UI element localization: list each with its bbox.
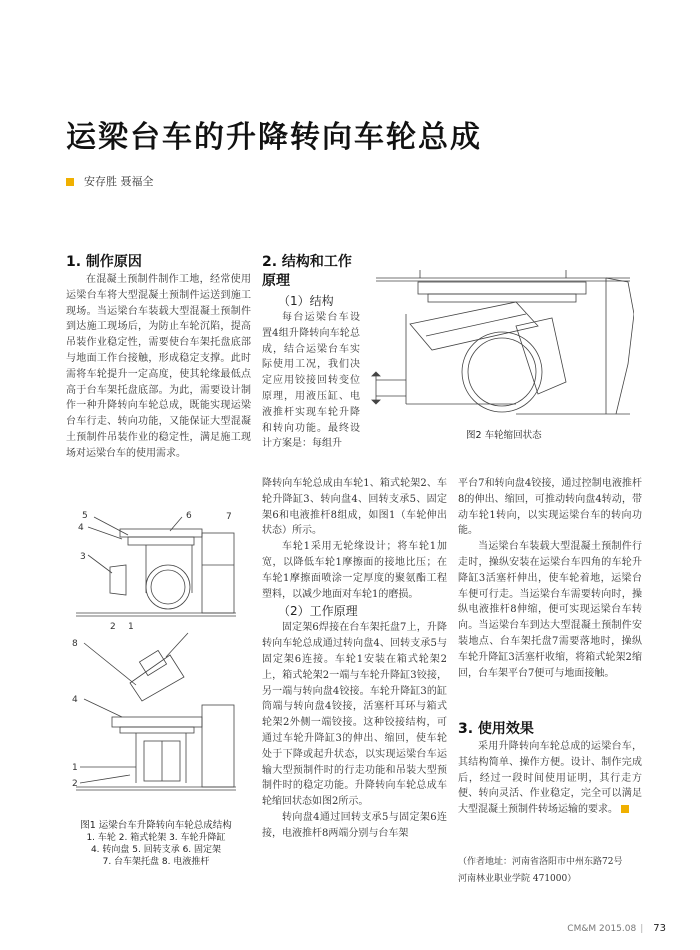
figure-1-caption — [66, 820, 246, 868]
fig2-fixed-frame — [606, 278, 634, 414]
subsection-principle-heading: （2）工作原理 — [278, 604, 358, 619]
section-2-top — [262, 253, 360, 452]
section-3-heading: 3. 使用效果 — [458, 721, 534, 737]
fig1-wheel-inner — [151, 570, 185, 604]
section-2-heading-line-2: 原理 — [262, 273, 290, 289]
accent-square-icon — [66, 178, 74, 186]
figure-1-caption-title: 图1 运梁台车升降转向车轮总成结构 — [80, 820, 232, 831]
section-3 — [458, 720, 642, 818]
author-address — [458, 854, 658, 888]
section-2-heading-line-1: 2. 结构和工作 — [262, 254, 352, 270]
figure-2-drawing — [366, 254, 634, 422]
fig2-wheel — [462, 332, 542, 412]
fig1-label-7: 7 — [226, 512, 232, 522]
fig1-wheel — [146, 565, 190, 609]
fig1-bearing — [128, 537, 194, 545]
structure-paragraph-continued: 降转向车轮总成由车轮1、箱式轮架2、车轮升降缸3、转向盘4、回转支承5、固定架6和电液推杆8组成，如图1（车轮伸出状态）所示。 — [262, 478, 447, 537]
operation-paragraph: 当运梁台车装载大型混凝土预制件行走时，操纵安装在运梁台车四角的车轮升降缸3活塞杆伸出，使车轮着地，运梁台车便可行走。当运梁台车需要转向时，操纵电液推杆8伸缩，便可实现运梁台车转向。当运梁台车到达大型混凝土预制件安装地点、台车架托盘7需要落地时，操纵车轮升降缸3活塞杆收缩，将箱式轮架2缩回，台车架平台7便可与地面接触。 — [458, 541, 642, 679]
section-3-paragraph-wrap — [458, 739, 642, 818]
section-1 — [66, 253, 251, 462]
author-line — [66, 173, 154, 189]
fig1-label-8: 8 — [72, 639, 78, 649]
authors: 安存胜 聂福全 — [84, 175, 154, 188]
fig1-label-1b: 1 — [72, 763, 78, 773]
section-3-paragraph: 采用升降转向车轮总成的运梁台车，其结构简单、操作方便。设计、制作完成后，经过一段时间使用证明，其行走方便、转向灵活、作业稳定，完全可以满足大型混凝土预制件转场运输的要求。 — [458, 741, 642, 816]
fig2-wheel-inner — [468, 338, 536, 406]
wheel-paragraph: 车轮1采用无轮缘设计；将车轮1加宽，以降低车轮1摩擦面的接地比压；在车轮1摩擦面喷涂一定厚度的聚氨酯工程塑料，以减少地面对车轮1的磨损。 — [262, 541, 447, 600]
fig1-label-1: 1 — [128, 622, 134, 632]
fig1-label-4b: 4 — [72, 695, 78, 705]
address-line-2: 河南林业职业学院 471000） — [458, 874, 577, 884]
fig1-label-6: 6 — [186, 511, 192, 521]
fig1-label-3: 3 — [80, 552, 86, 562]
subsection-structure-heading: （1）结构 — [278, 294, 334, 308]
address-line-1: （作者地址：河南省洛阳市中州东路72号 — [458, 857, 623, 867]
fig2-top-plate — [418, 282, 586, 294]
structure-paragraph-narrow: 每台运梁台车设置4组升降转向车轮总成，结合运梁台车实际使用工况，我们决定应用铰接回转变位原理，用液压缸、电液推杆实现车轮升降和转向功能。最终设计方案是：每组升 — [262, 312, 360, 450]
section-2-col3 — [458, 476, 642, 681]
fig1-cylinder — [110, 565, 126, 595]
figure-1-legend-3: 7. 台车架托盘 8. 电液推杆 — [102, 857, 210, 867]
section-1-heading: 1. 制作原因 — [66, 254, 142, 270]
principle-paragraph: 固定架6焊接在台车架托盘7上，升降转向车轮总成通过转向盘4、回转支承5与固定架6连接。车轮1安装在箱式轮架2上，箱式轮架2一端与车轮升降缸3铰接，另一端与转向盘4铰接。车轮升降缸3的缸筒端与转向盘4铰接，活塞杆耳环与箱式轮架2外侧一端铰接。这种铰接结构，可通过车轮升降缸3的伸出、缩回，使车轮处于下降或起升状态，以实现运梁台车运输大型预制件时的行走功能和吊装大型预制件时的稳定功能。升降转向车轮总成车轮缩回状态如图2所示。 — [262, 622, 447, 808]
page-number: 73 — [653, 923, 666, 934]
fig1-label-5: 5 — [82, 511, 88, 521]
footer-divider: | — [640, 924, 644, 934]
section-2-body — [262, 476, 447, 842]
section-1-paragraph: 在混凝土预制件制作工地，经常使用运梁台车将大型混凝土预制件运送到施工现场。当运梁台车装载大型混凝土预制件到达施工现场后，为防止车轮沉陷，提高吊装作业稳定性，需要使台车架托盘底部与地面工作台接触，形成稳定支撑。此时需将车轮提升一定高度，使其轮缘最低点高于台车架托盘底部。为此，需要设计制作一种升降转向车轮总成，既能实现运梁台车行走、转向功能，又能保证大型混凝土预制件吊装作业的稳定性，满足施工现场对运梁台车的使用需求。 — [66, 274, 251, 459]
figure-2-caption: 图2 车轮缩回状态 — [466, 430, 542, 441]
figure-1-legend-2: 4. 转向盘 5. 回转支承 6. 固定架 — [90, 845, 222, 855]
fig1-fixed-frame — [202, 533, 234, 613]
figure-1-drawing — [66, 505, 246, 817]
fig1-tray — [112, 717, 202, 727]
fig1-top-plate — [120, 529, 202, 537]
fig1-actuator — [130, 655, 184, 701]
steering-paragraph-start: 转向盘4通过回转支承5与固定架6连接，电液推杆8两端分别与台车架 — [262, 811, 447, 839]
page-footer — [567, 923, 666, 934]
fig1-label-2: 2 — [110, 622, 116, 632]
journal-issue: CM&M 2015.08 — [567, 924, 637, 934]
fig1-label-2b: 2 — [72, 779, 78, 789]
fig2-bearing — [428, 294, 576, 302]
steering-paragraph-continued: 平台7和转向盘4铰接，通过控制电液推杆8的伸出、缩回，可推动转向盘4转动，带动车轮1转向，以实现运梁台车的转向功能。 — [458, 478, 642, 537]
end-mark-icon — [621, 805, 629, 813]
fig1-label-4: 4 — [78, 523, 84, 533]
article-title: 运梁台车的升降转向车轮总成 — [66, 120, 482, 155]
figure-1-legend-1: 1. 车轮 2. 箱式轮架 3. 车轮升降缸 — [86, 833, 226, 843]
